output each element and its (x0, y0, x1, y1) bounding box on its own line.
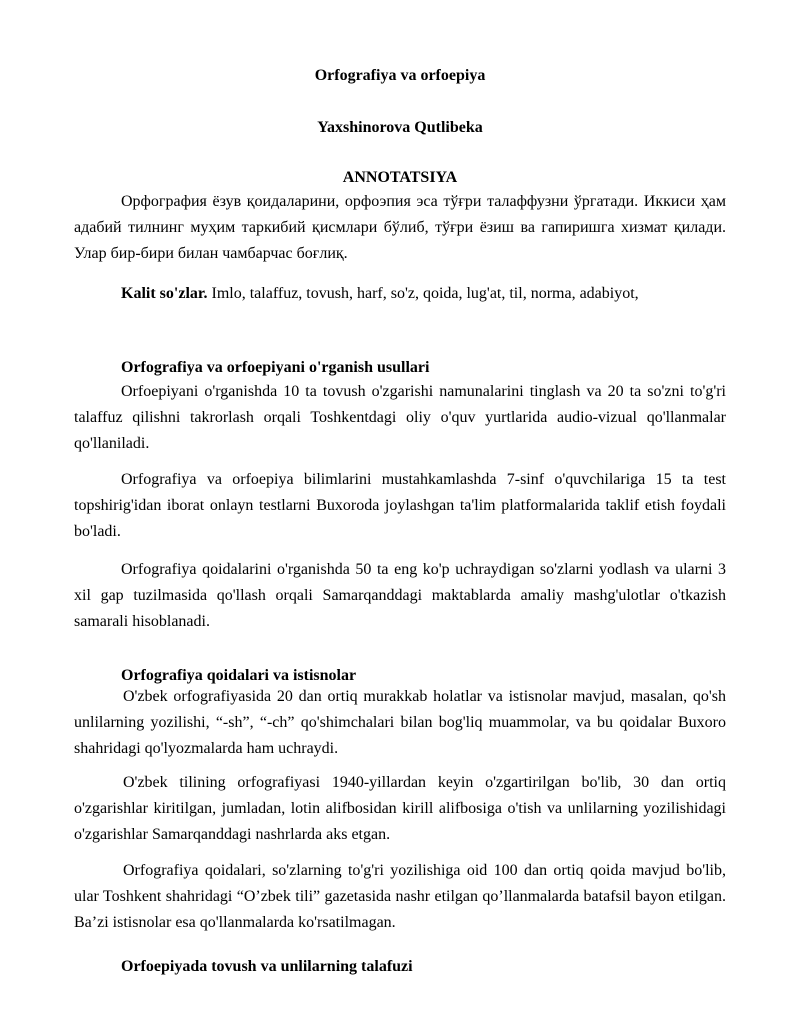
paragraph: Orfoepiyani o'rganishda 10 ta tovush o'zgarishi namunalarini tinglash va 20 ta so'zni to'g'ri talaffuz qilishni takrorlash orqali Toshkentdagi oliy o'quv yurtlarida audio-vizual qo'llanmalar qo'llaniladi. (74, 383, 726, 452)
keywords-label: Kalit so'zlar. (121, 285, 208, 302)
section-heading-rules: Orfografiya qoidalari va istisnolar (121, 667, 357, 684)
section-heading-pronunciation: Orfoepiyada tovush va unlilarning talafuzi (121, 958, 413, 975)
annotation-heading: ANNOTATSIYA (342, 169, 458, 186)
paragraph: O'zbek orfografiyasida 20 dan ortiq murakkab holatlar va istisnolar mavjud, masalan, qo'sh unlilarning yozilishi, “-sh”, “-ch” qo'shimchalari bilan bog'liq muammolar, va bu qoidalar Buxoro shahridagi qo'lyozmalarda ham uchraydi. (74, 688, 726, 757)
keywords-paragraph (74, 281, 726, 307)
author-name: Yaxshinorova Qutlibeka (317, 119, 483, 136)
annotation-paragraph: Орфография ёзув қоидаларини, орфоэпия эса тўғри талаффузни ўргатади. Иккиси ҳам адабий тилнинг муҳим таркибий қисмлари бўлиб, тўғри ёзиш ва гапиришга хизмат қилади. Улар бир-бири билан чамбарчас боғлиқ. (74, 193, 726, 262)
paragraph: Orfografiya qoidalarini o'rganishda 50 ta eng ko'p uchraydigan so'zlarni yodlash va ularni 3 xil gap tuzilmasida qo'llash orqali Samarqanddagi maktablarda amaliy mashg'ulotlar o'tkazish samarali hisoblanadi. (74, 561, 726, 630)
paragraph: Orfografiya qoidalari, so'zlarning to'g'ri yozilishiga oid 100 dan ortiq qoida mavjud bo'lib, ular Toshkent shahridagi “O’zbek tili” gazetasida nashr etilgan qo’llanmalarda batafsil bayon etilgan. Ba’zi istisnolar esa qo'llanmalarda ko'rsatilmagan. (74, 862, 726, 931)
document-title: Orfografiya va orfoepiya (314, 67, 486, 84)
section-heading-methods: Orfografiya va orfoepiyani o'rganish usullari (121, 359, 430, 376)
paragraph: Orfografiya va orfoepiya bilimlarini mustahkamlashda 7-sinf o'quvchilariga 15 ta test topshirig'idan iborat onlayn testlarni Buxoroda joylashgan ta'lim platformalarida taklif etish foydali bo'ladi. (74, 471, 726, 540)
keywords-list: Imlo, talaffuz, tovush, harf, so'z, qoida, lug'at, til, norma, adabiyot, (207, 285, 639, 302)
paragraph: O'zbek tilining orfografiyasi 1940-yillardan keyin o'zgartirilgan bo'lib, 30 dan ortiq o'zgarishlar kiritilgan, jumladan, lotin alifbosidan kirill alifbosiga o'tish va unlilarning yozilishidagi o'zgarishlar Samarqanddagi nashrlarda aks etgan. (74, 774, 726, 843)
